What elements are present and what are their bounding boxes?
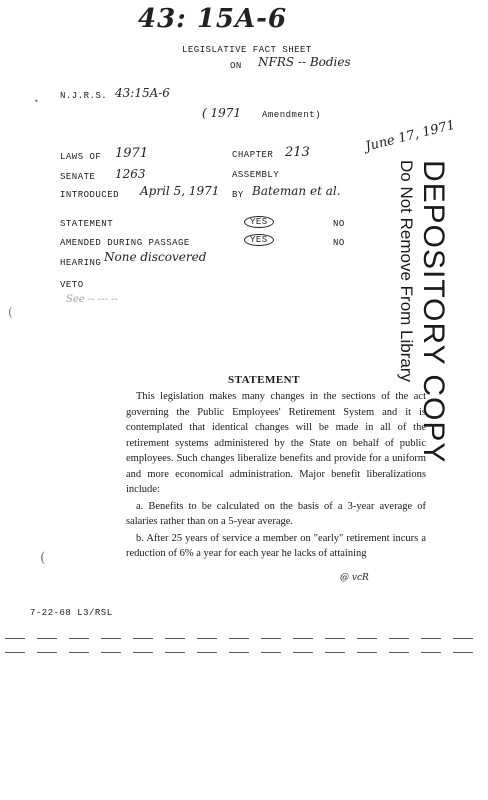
footer-code: 7-22-68 L3/RSL — [30, 608, 113, 618]
statement-intro-paragraph: This legislation makes many changes in the sections of the act governing the Public Employees' Retirement System and it is contemplated that identical changes will be made in all of the retirement systems administered by the State on behalf of public employees. Such changes liberalize benefits and provide for a uniform and more economical administration. Major benefit liberalizations include: — [126, 391, 426, 495]
scan-mark: ( — [40, 550, 46, 566]
footer-mark: @ vcR — [340, 573, 369, 583]
hearing-label: HEARING — [60, 258, 102, 268]
laws-value: 1971 — [115, 146, 149, 161]
statement-heading: STATEMENT — [228, 374, 300, 386]
veto-label: VETO — [60, 280, 84, 290]
amendment-year: ( 1971 — [202, 106, 242, 120]
file-number: 43: 15A-6 — [138, 4, 288, 34]
sponsor-value: Bateman et al. — [252, 184, 341, 198]
chapter-value: 213 — [285, 145, 310, 160]
introduced-value: April 5, 1971 — [140, 184, 220, 198]
hearing-value: None discovered — [104, 250, 207, 264]
laws-label: LAWS OF — [60, 152, 102, 162]
introduced-label: INTRODUCED — [60, 190, 120, 200]
scan-dash-line — [5, 652, 485, 653]
statement-yes-circled: YES — [244, 216, 274, 228]
statement-label: STATEMENT — [60, 219, 114, 229]
assembly-label: ASSEMBLY — [232, 170, 280, 180]
senate-value: 1263 — [115, 167, 146, 181]
on-label: ON — [230, 61, 242, 71]
document-title: LEGISLATIVE FACT SHEET — [182, 45, 312, 55]
statement-body — [126, 389, 426, 562]
scan-dash-line — [5, 638, 485, 639]
on-subject: NFRS -- Bodies — [258, 55, 351, 69]
stamp-line-2: Do Not Remove From Library — [397, 160, 416, 383]
scan-dot: • — [34, 97, 39, 106]
statement-item-a: a. Benefits to be calculated on the basis of a 3-year average of salaries rather than on a 5-year average. — [126, 500, 426, 527]
veto-note: See -- --- -- — [66, 294, 118, 305]
amended-label: AMENDED DURING PASSAGE — [60, 238, 190, 248]
statement-no: NO — [333, 219, 345, 229]
by-label: BY — [232, 190, 244, 200]
statement-item-b: b. After 25 years of service a member on "early" retirement incurs a reduction of 6% a year for each year he lacks of attaining — [126, 532, 426, 559]
scan-mark: ( — [8, 305, 13, 319]
chapter-label: CHAPTER — [232, 150, 274, 160]
njrs-value: 43:15A-6 — [115, 86, 170, 100]
njrs-label: N.J.R.S. — [60, 91, 108, 101]
stamp-line-1: DEPOSITORY COPY — [417, 160, 450, 464]
amended-no: NO — [333, 238, 345, 248]
amendment-label: Amendment) — [262, 110, 322, 120]
senate-label: SENATE — [60, 172, 96, 182]
approval-date-note: June 17, 1971 — [364, 117, 457, 155]
amended-yes-circled: YES — [244, 234, 274, 246]
